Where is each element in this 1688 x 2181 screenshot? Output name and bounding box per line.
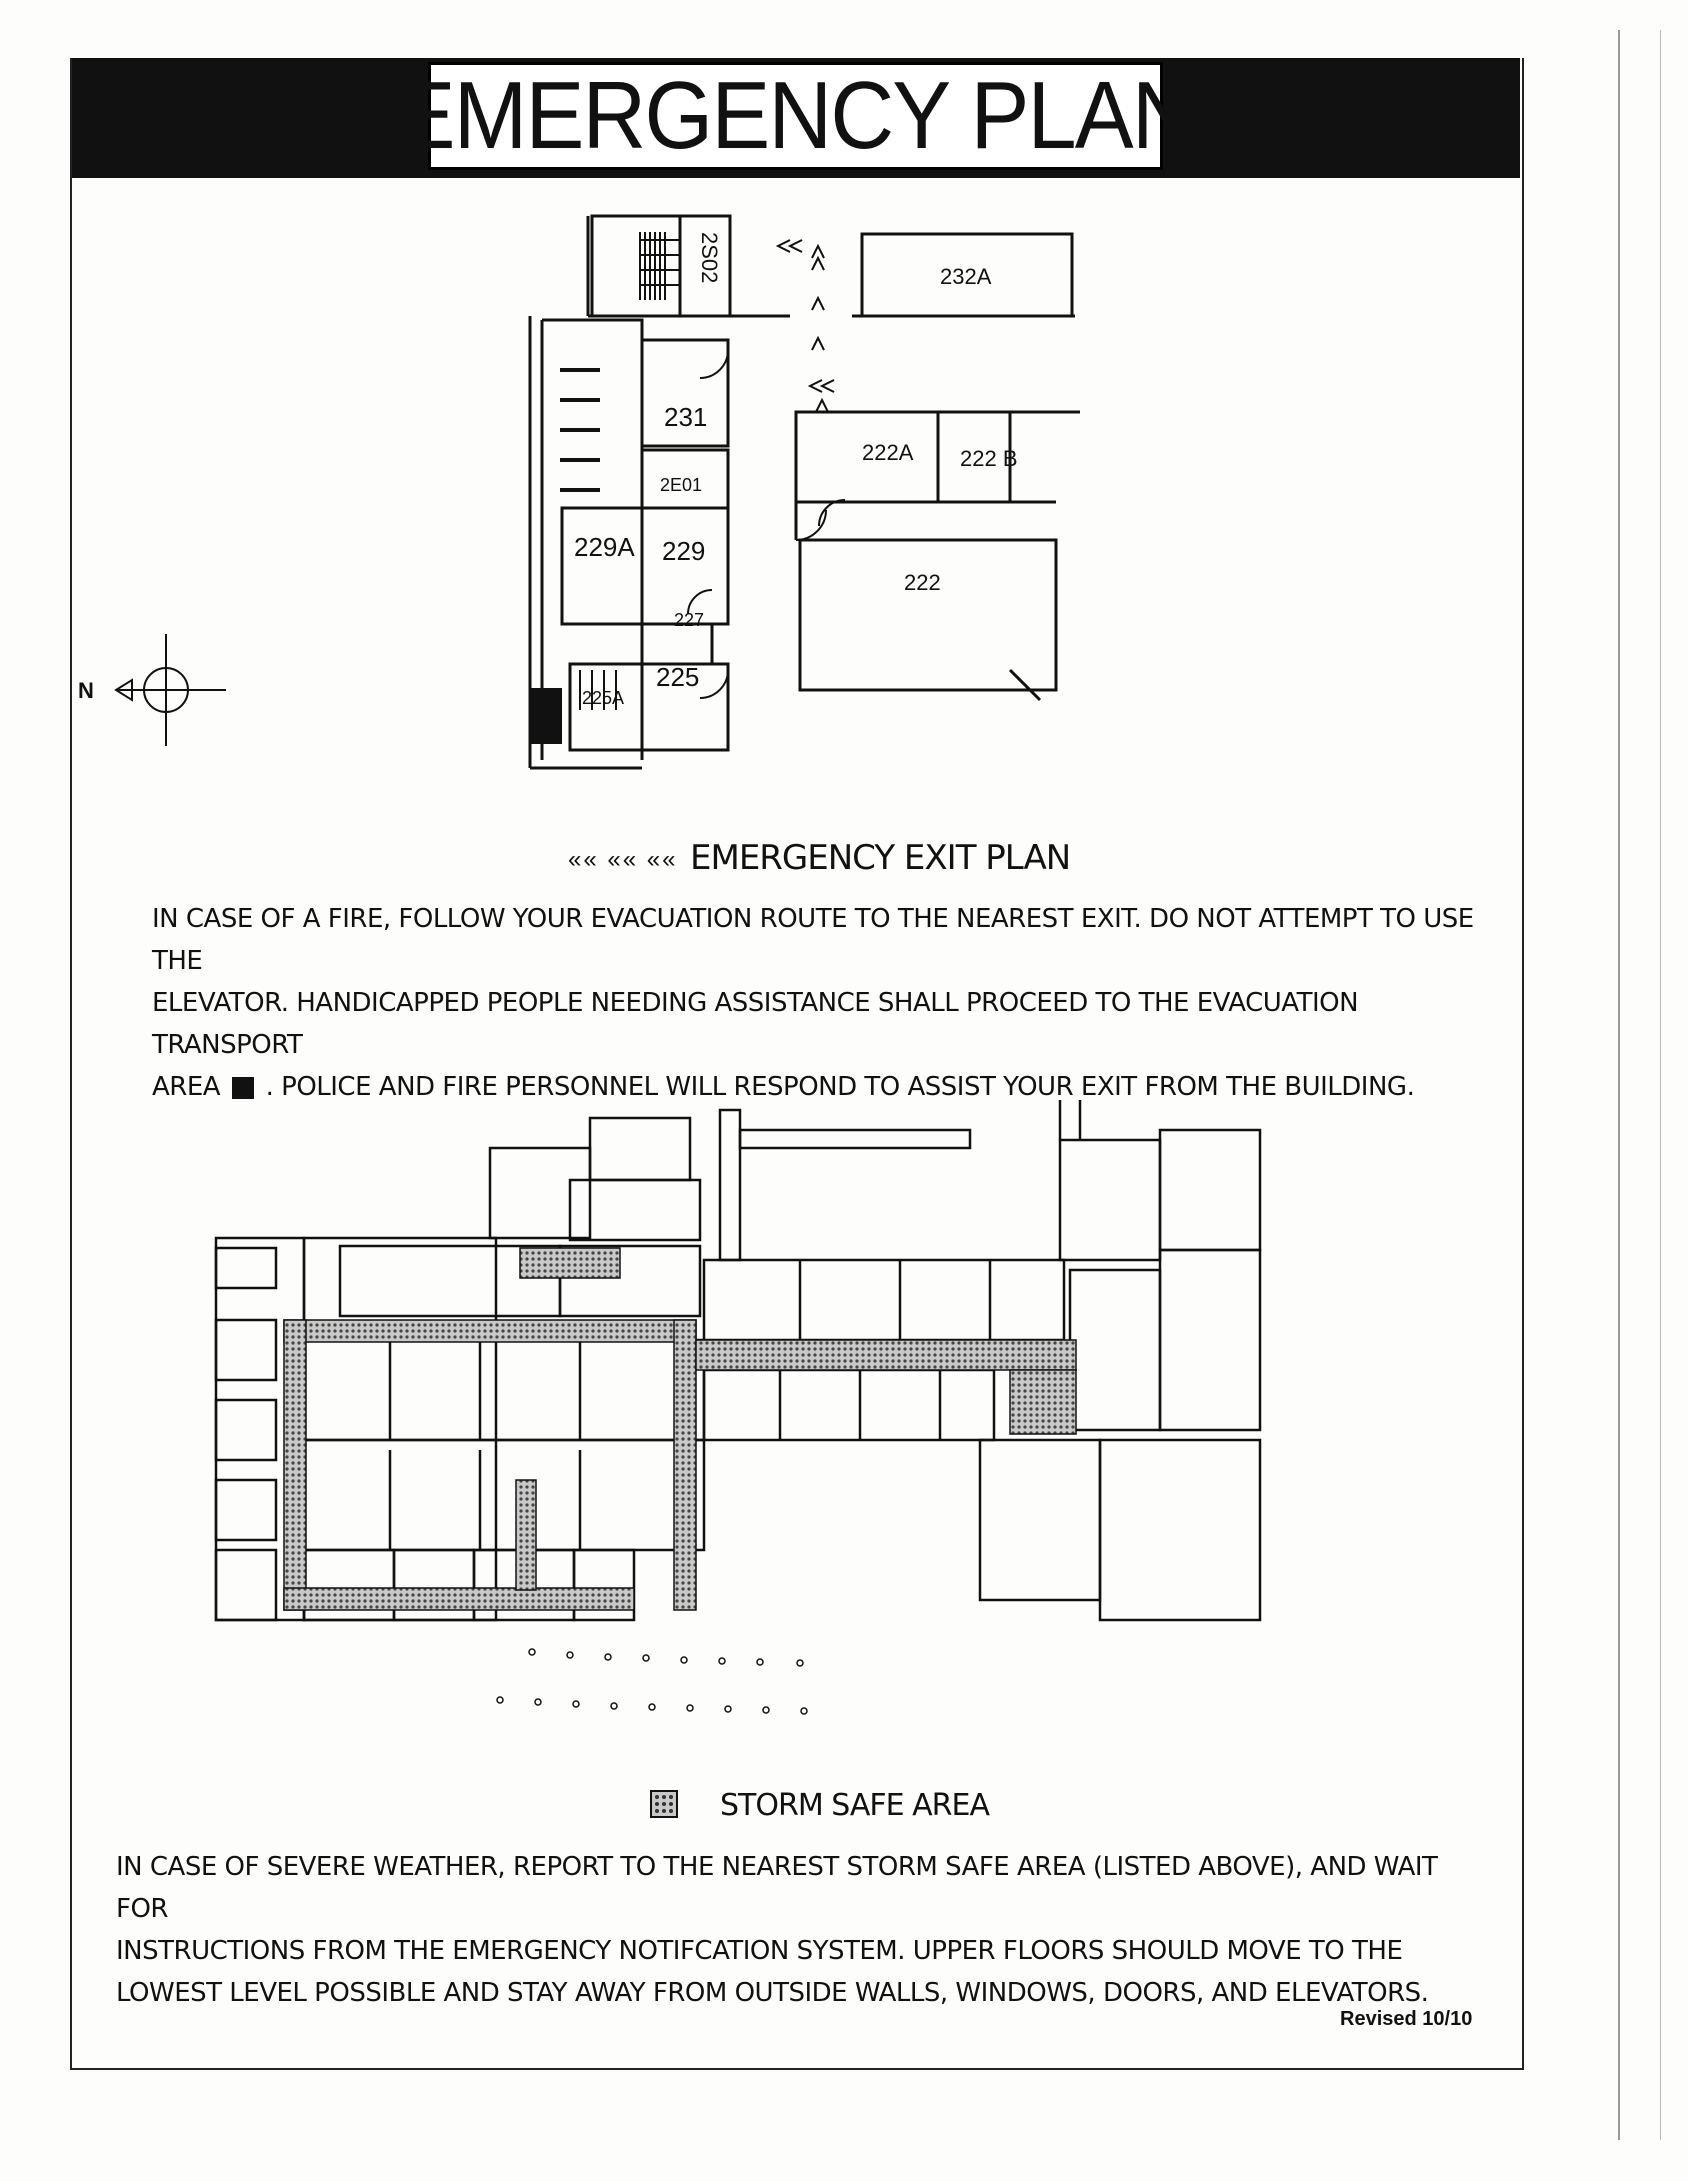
building-floor-plan (200, 1100, 1350, 1740)
room-label: 232A (940, 264, 992, 289)
weather-instructions (116, 1846, 1456, 2014)
fire-instructions-text: AREA (152, 1072, 221, 1102)
handicap-icon (232, 1077, 254, 1099)
north-arrow-icon (76, 630, 236, 750)
room-label: 225A (582, 688, 625, 708)
title-box (396, 62, 1195, 170)
fire-instructions-line: ELEVATOR. HANDICAPPED PEOPLE NEEDING ASSISTANCE SHALL PROCEED TO THE EVACUATION TRANSPORT (152, 988, 1359, 1060)
room-label: 229 (662, 536, 706, 566)
weather-instructions-line: LOWEST LEVEL POSSIBLE AND STAY AWAY FROM OUTSIDE WALLS, WINDOWS, DOORS, AND ELEVATORS. (116, 1978, 1429, 2008)
weather-instructions-line: INSTRUCTIONS FROM THE EMERGENCY NOTIFCATION SYSTEM. UPPER FLOORS SHOULD MOVE TO THE (116, 1936, 1403, 1966)
storm-legend-label: STORM SAFE AREA (720, 1788, 989, 1823)
room-label: 225 (656, 662, 700, 692)
room-label: 229A (574, 532, 635, 562)
storm-safe-icon (650, 1790, 678, 1818)
room-label: 222 B (960, 446, 1018, 471)
page-title: EMERGENCY PLAN (396, 62, 1195, 169)
fire-instructions-line: IN CASE OF A FIRE, FOLLOW YOUR EVACUATION ROUTE TO THE NEAREST EXIT. DO NOT ATTEMPT TO USE THE (152, 904, 1474, 976)
weather-instructions-line: IN CASE OF SEVERE WEATHER, REPORT TO THE NEAREST STORM SAFE AREA (LISTED ABOVE), AND WAIT FOR (116, 1852, 1438, 1924)
exit-legend-label: EMERGENCY EXIT PLAN (690, 838, 1071, 878)
fire-instructions (152, 898, 1482, 1108)
scan-edge-line (1618, 30, 1620, 2140)
exit-arrows-icon: «« «« «« (568, 846, 678, 873)
north-label: N (78, 678, 94, 703)
scan-edge-line (1660, 30, 1661, 2140)
room-label: 2E01 (660, 475, 703, 495)
fire-instructions-text: . POLICE AND FIRE PERSONNEL WILL RESPOND TO ASSIST YOUR EXIT FROM THE BUILDING. (265, 1072, 1415, 1102)
room-label: 222A (862, 440, 914, 465)
room-label: 227 (674, 610, 705, 630)
revised-date: Revised 10/10 (1340, 2008, 1473, 2030)
room-label: 231 (664, 402, 708, 432)
room-label: 222 (904, 570, 941, 595)
room-label: 2S02 (697, 232, 722, 284)
